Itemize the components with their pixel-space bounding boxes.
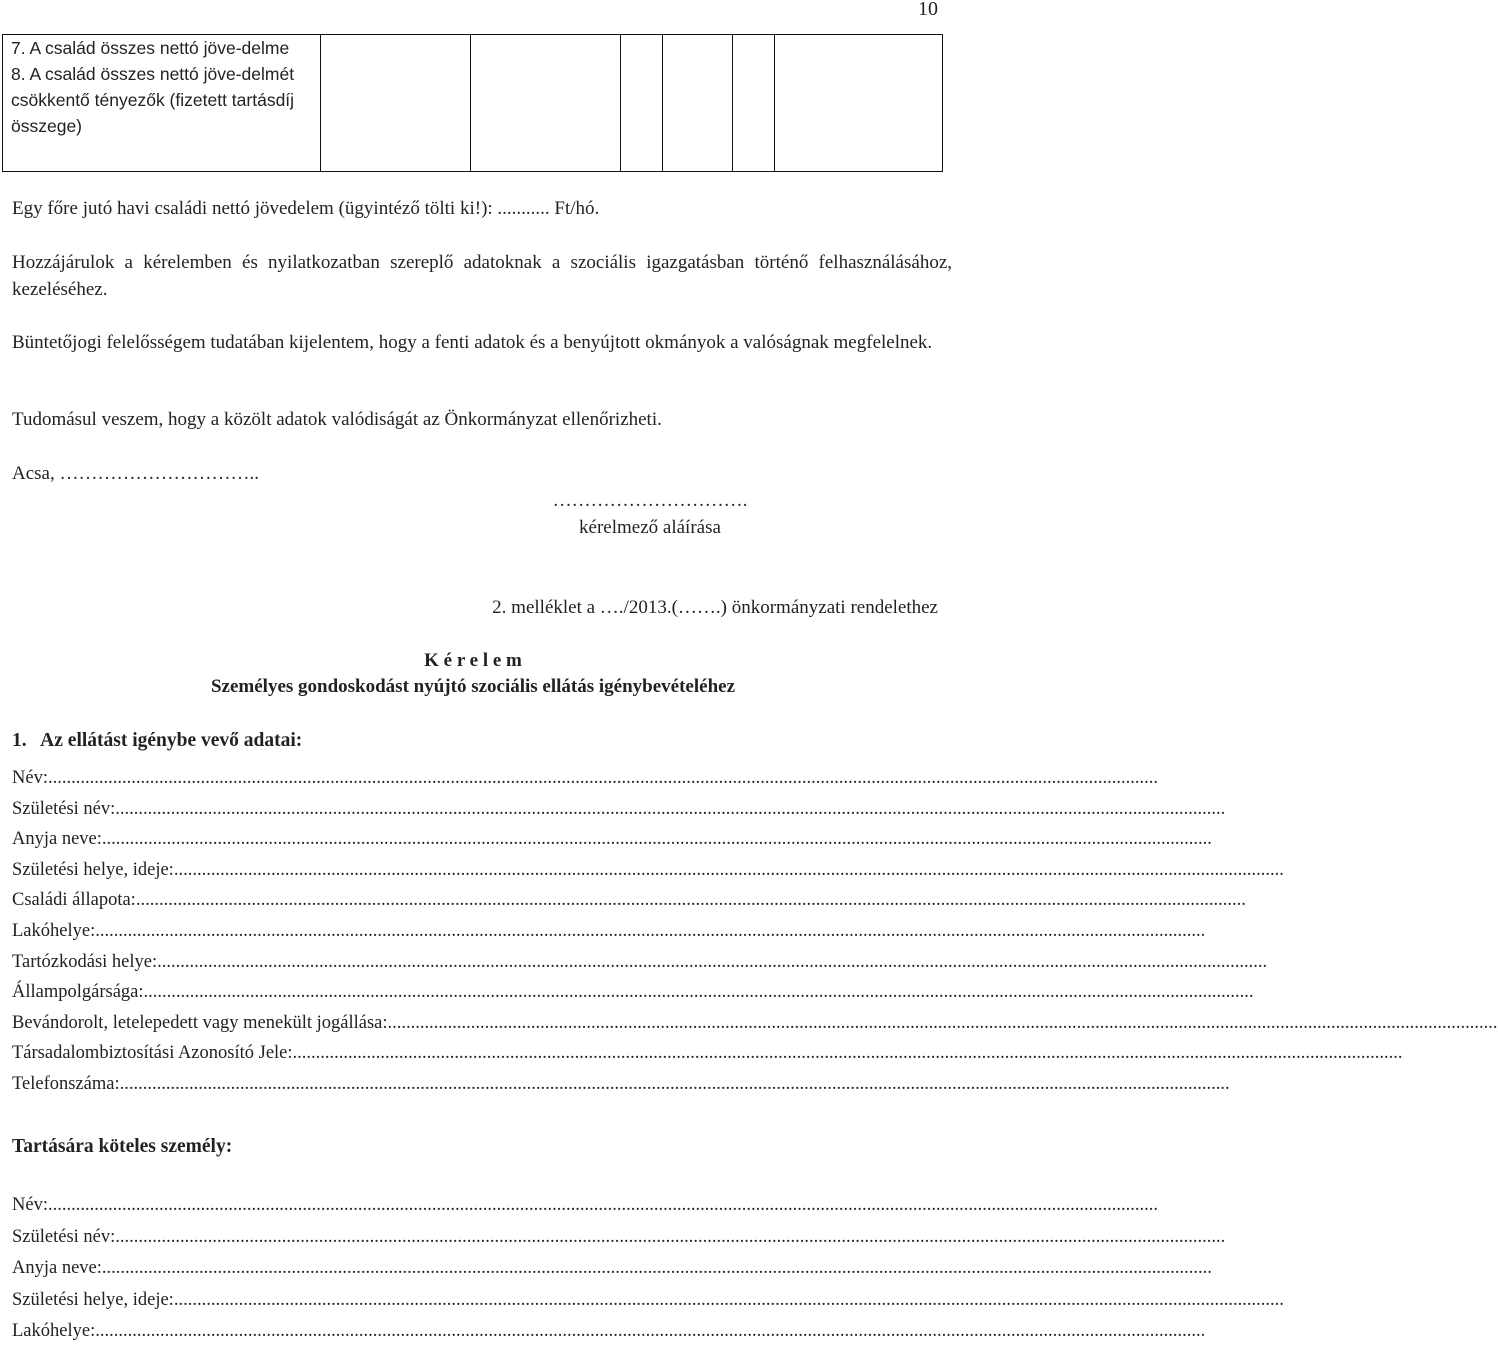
section2-field-label: Név: bbox=[12, 1195, 48, 1215]
signature-label: kérelmező aláírása bbox=[579, 517, 721, 538]
place-date-line: Acsa, ………………………….. bbox=[12, 463, 259, 484]
section2-field-row[interactable] bbox=[12, 1195, 1158, 1221]
section1-field-dots[interactable]: ................................................................................................................................................................................................................................................ bbox=[101, 829, 1212, 850]
section1-field-dots[interactable]: ................................................................................................................................................................................................................................................ bbox=[47, 768, 1158, 788]
section1-field-row[interactable] bbox=[12, 1012, 1498, 1039]
section2-title: Tartására köteles személy: bbox=[12, 1136, 233, 1157]
income-cell[interactable] bbox=[621, 35, 663, 172]
section1-field-label: Születési helye, ideje: bbox=[12, 859, 174, 880]
section1-field-dots[interactable]: ................................................................................................................................................................................................................................................ bbox=[115, 798, 1226, 819]
section1-field-row[interactable] bbox=[12, 951, 1268, 978]
section1-field-dots[interactable]: ................................................................................................................................................................................................................................................ bbox=[95, 921, 1206, 941]
income-cell[interactable] bbox=[663, 35, 733, 172]
section1-field-dots[interactable]: ................................................................................................................................................................................................................................................ bbox=[157, 951, 1268, 972]
section1-field-row[interactable] bbox=[12, 829, 1212, 855]
section1-title: 1. Az ellátást igénybe vevő adatai: bbox=[12, 730, 303, 751]
section1-field-dots[interactable]: ................................................................................................................................................................................................................................................ bbox=[387, 1012, 1498, 1033]
income-table-label-cell bbox=[3, 35, 321, 172]
section2-field-dots[interactable]: ................................................................................................................................................................................................................................................ bbox=[173, 1289, 1284, 1310]
per-capita-income-line: Egy főre jutó havi családi nettó jövedelem (ügyintéző tölti ki!): ........... Ft/hó. bbox=[12, 198, 600, 219]
section2-field-label: Lakóhelye: bbox=[12, 1321, 96, 1341]
section2-field-label: Születési helye, ideje: bbox=[12, 1289, 174, 1310]
section1-field-label: Lakóhelye: bbox=[12, 921, 96, 941]
section2-field-dots[interactable]: ................................................................................................................................................................................................................................................ bbox=[95, 1321, 1206, 1341]
section2-field-label: Születési név: bbox=[12, 1226, 116, 1247]
section1-field-label: Anyja neve: bbox=[12, 829, 102, 850]
section1-field-row[interactable] bbox=[12, 798, 1226, 825]
section1-field-dots[interactable]: ................................................................................................................................................................................................................................................ bbox=[292, 1043, 1403, 1064]
section1-field-dots[interactable]: ................................................................................................................................................................................................................................................ bbox=[119, 1074, 1230, 1094]
section1-field-label: Társadalombiztosítási Azonosító Jele: bbox=[12, 1043, 293, 1064]
row8-label: 8. A család összes nettó jöve-delmét csökkentő tényezők (fizetett tartásdíj összege) bbox=[11, 64, 295, 136]
consent-paragraph: Hozzájárulok a kérelemben és nyilatkozatban szereplő adatoknak a szociális igazgatásban történő felhasználásához, kezeléséhez. bbox=[12, 252, 952, 300]
section2-field-label: Anyja neve: bbox=[12, 1258, 102, 1278]
liability-paragraph: Büntetőjogi felelősségem tudatában kijelentem, hogy a fenti adatok és a benyújtott okmányok a valóságnak megfelelnek. bbox=[12, 332, 933, 353]
section1-field-label: Családi állapota: bbox=[12, 890, 136, 911]
income-table bbox=[2, 34, 943, 172]
section2-field-row[interactable] bbox=[12, 1321, 1206, 1347]
page-number: 10 bbox=[918, 0, 938, 20]
section1-field-label: Állampolgársága: bbox=[12, 982, 144, 1003]
request-subtitle: Személyes gondoskodást nyújtó szociális ellátás igénybevételéhez bbox=[210, 676, 736, 697]
request-title: K é r e l e m bbox=[424, 650, 522, 671]
section1-field-dots[interactable]: ................................................................................................................................................................................................................................................ bbox=[135, 890, 1246, 911]
section1-field-row[interactable] bbox=[12, 982, 1254, 1008]
section1-field-dots[interactable]: ................................................................................................................................................................................................................................................ bbox=[173, 859, 1284, 880]
income-cell[interactable] bbox=[733, 35, 775, 172]
annex-reference: 2. melléklet a …./2013.(…….) önkormányzati rendelethez bbox=[492, 597, 938, 618]
section2-field-row[interactable] bbox=[12, 1258, 1212, 1284]
income-cell[interactable] bbox=[775, 35, 943, 172]
section1-field-row[interactable] bbox=[12, 921, 1206, 947]
section2-field-row[interactable] bbox=[12, 1289, 1284, 1316]
section1-field-row[interactable] bbox=[12, 1043, 1403, 1069]
section1-field-label: Név: bbox=[12, 768, 48, 788]
section1-field-row[interactable] bbox=[12, 768, 1158, 794]
section2-field-row[interactable] bbox=[12, 1226, 1226, 1253]
section1-field-row[interactable] bbox=[12, 859, 1284, 886]
acknowledge-paragraph: Tudomásul veszem, hogy a közölt adatok valódiságát az Önkormányzat ellenőrizheti. bbox=[12, 409, 662, 430]
row7-label: 7. A család összes nettó jöve-delme bbox=[11, 38, 290, 58]
section2-field-dots[interactable]: ................................................................................................................................................................................................................................................ bbox=[101, 1258, 1212, 1278]
section1-field-label: Bevándorolt, letelepedett vagy menekült jogállása: bbox=[12, 1012, 388, 1033]
income-cell[interactable] bbox=[321, 35, 471, 172]
section2-field-dots[interactable]: ................................................................................................................................................................................................................................................ bbox=[47, 1195, 1158, 1215]
section1-field-label: Születési név: bbox=[12, 798, 116, 819]
section1-field-row[interactable] bbox=[12, 890, 1246, 916]
signature-line: …………………………. bbox=[552, 490, 748, 511]
section1-field-dots[interactable]: ................................................................................................................................................................................................................................................ bbox=[143, 982, 1254, 1003]
section2-field-dots[interactable]: ................................................................................................................................................................................................................................................ bbox=[115, 1226, 1226, 1247]
section1-field-label: Tartózkodási helye: bbox=[12, 951, 158, 972]
income-cell[interactable] bbox=[471, 35, 621, 172]
section1-field-label: Telefonszáma: bbox=[12, 1074, 120, 1094]
section1-field-row[interactable] bbox=[12, 1074, 1230, 1100]
